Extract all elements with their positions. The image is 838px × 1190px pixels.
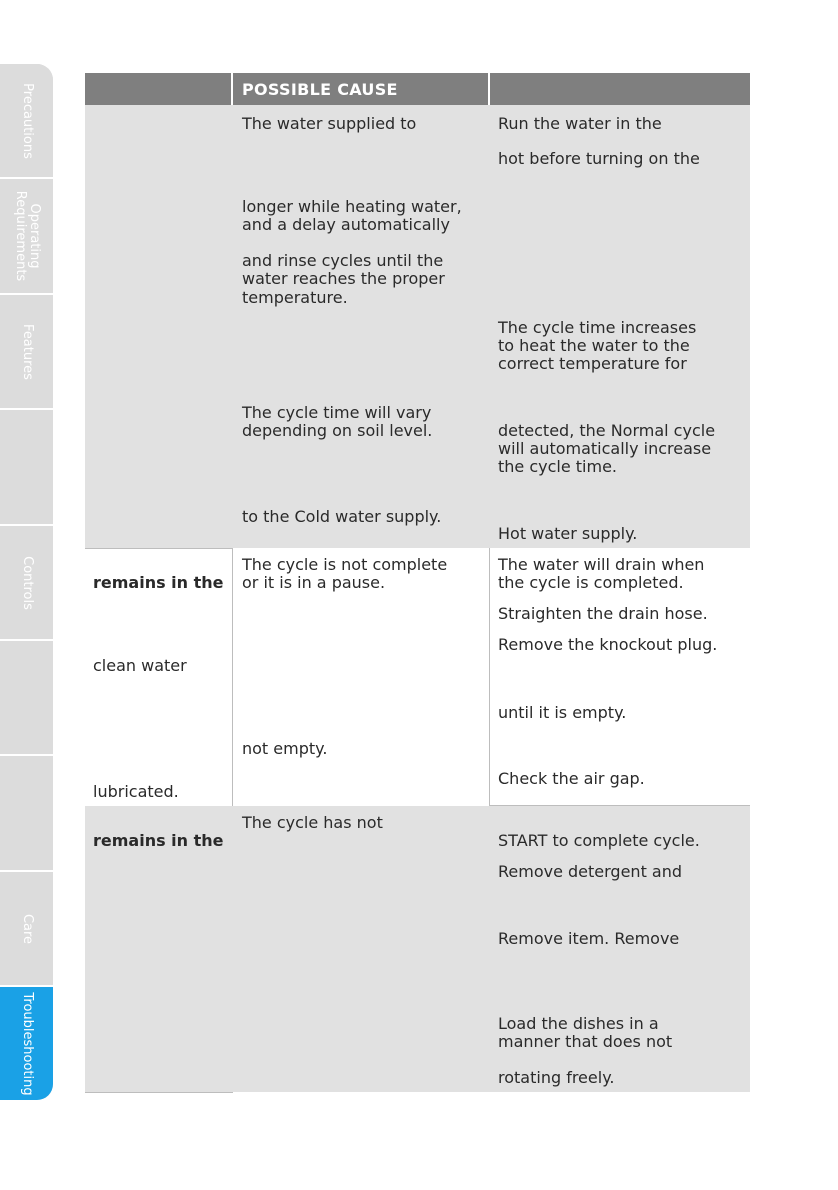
cause-text: longer while heating water, — [242, 197, 462, 216]
cause-text: to the Cold water supply. — [242, 507, 442, 526]
cause-text: or it is in a pause. — [242, 573, 386, 592]
divider — [85, 1092, 233, 1093]
solution-text: Hot water supply. — [498, 524, 638, 543]
solution-text: will automatically increase — [498, 439, 712, 458]
cause-text: The cycle is not complete — [242, 555, 448, 574]
solution-text: Check the air gap. — [498, 769, 645, 788]
problem-text: clean water — [93, 656, 187, 675]
tab-care[interactable] — [0, 872, 53, 987]
solution-text: Straighten the drain hose. — [498, 604, 708, 623]
tab-blank-1[interactable] — [0, 410, 53, 526]
solution-text: Remove detergent and — [498, 862, 683, 881]
tab-blank-3[interactable] — [0, 756, 53, 872]
section-tabs — [0, 64, 53, 1100]
solution-text: manner that does not — [498, 1032, 673, 1051]
cause-text: and rinse cycles until the — [242, 251, 444, 270]
cause-text: The water supplied to — [242, 114, 417, 133]
solution-text: correct temperature for — [498, 354, 687, 373]
tab-precautions[interactable] — [0, 64, 53, 179]
tab-label: Controls — [19, 555, 35, 610]
row1-cause-cell — [233, 105, 490, 548]
header-possible-cause: POSSIBLE CAUSE — [242, 80, 398, 99]
row3-cause-cell — [233, 806, 490, 1092]
tab-label: Operating Requirements — [12, 190, 42, 282]
solution-text: the cycle time. — [498, 457, 618, 476]
cause-text: not empty. — [242, 739, 328, 758]
solution-text: Run the water in the — [498, 114, 662, 133]
cause-text: The cycle has not — [242, 813, 383, 832]
solution-text: Load the dishes in a — [498, 1014, 659, 1033]
solution-text: The water will drain when — [498, 555, 705, 574]
solution-text: hot before turning on the — [498, 149, 700, 168]
solution-text: rotating freely. — [498, 1068, 615, 1087]
header-cell-problem — [85, 73, 231, 105]
tab-blank-2[interactable] — [0, 641, 53, 756]
cause-text: and a delay automatically — [242, 215, 450, 234]
divider — [490, 805, 750, 806]
tab-label: Features — [19, 323, 35, 380]
divider — [232, 548, 233, 806]
solution-text: until it is empty. — [498, 703, 627, 722]
tab-label: Care — [19, 913, 35, 944]
cause-text: depending on soil level. — [242, 421, 433, 440]
cause-text: water reaches the proper — [242, 269, 445, 288]
solution-text: START to complete cycle. — [498, 831, 700, 850]
solution-text: The cycle time increases — [498, 318, 697, 337]
tab-features[interactable] — [0, 295, 53, 410]
tab-troubleshooting[interactable] — [0, 987, 53, 1100]
row1-problem-cell — [85, 105, 233, 548]
solution-text: Remove item. Remove — [498, 929, 680, 948]
tab-label: Precautions — [19, 82, 35, 159]
cause-text: The cycle time will vary — [242, 403, 432, 422]
solution-text: the cycle is completed. — [498, 573, 684, 592]
solution-text: to heat the water to the — [498, 336, 690, 355]
problem-text: remains in the — [93, 831, 224, 850]
tab-label: Troubleshooting — [19, 991, 35, 1096]
header-cell-solution — [490, 73, 750, 105]
tab-operating-requirements[interactable] — [0, 179, 53, 295]
solution-text: Remove the knockout plug. — [498, 635, 718, 654]
divider — [489, 548, 490, 806]
solution-text: detected, the Normal cycle — [498, 421, 716, 440]
problem-text: lubricated. — [93, 782, 179, 801]
divider — [85, 548, 233, 549]
tab-controls[interactable] — [0, 526, 53, 641]
problem-text: remains in the — [93, 573, 224, 592]
cause-text: temperature. — [242, 288, 348, 307]
